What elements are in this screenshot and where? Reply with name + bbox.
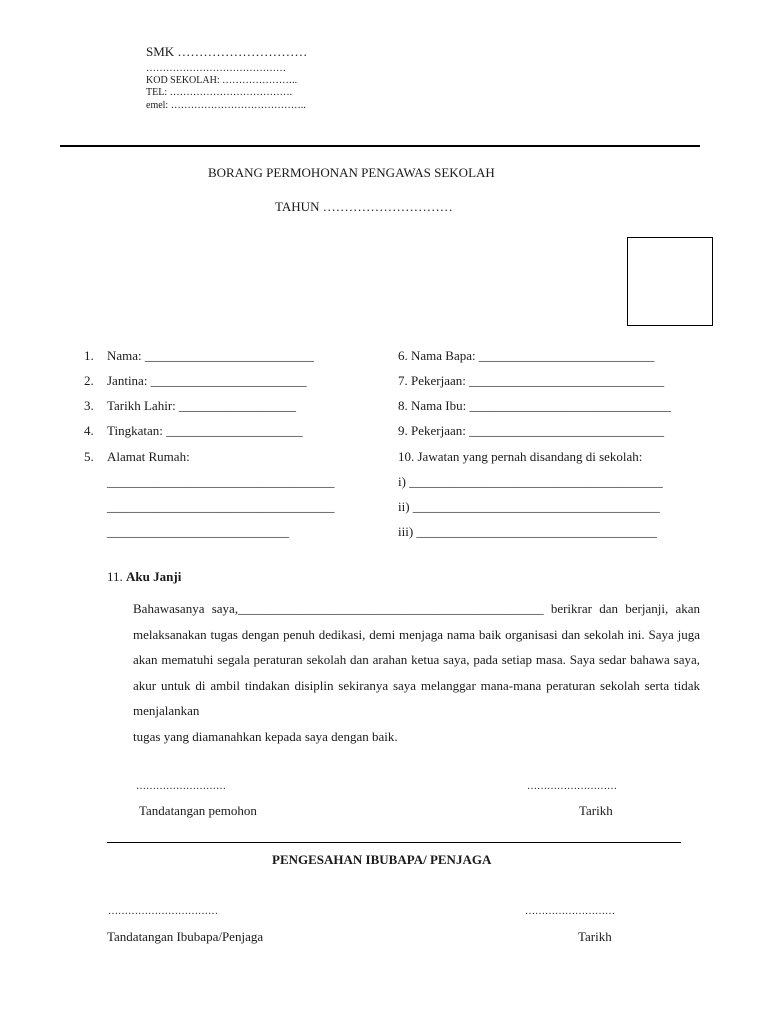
school-code-field: KOD SEKOLAH: ………………….. bbox=[146, 75, 298, 86]
address-line[interactable]: ___________________________________ bbox=[107, 474, 335, 489]
birthdate-field[interactable]: Tarikh Lahir: __________________ bbox=[107, 398, 297, 413]
school-name-field: SMK ………………………… bbox=[146, 44, 308, 59]
position-line[interactable]: iii) _____________________________________ bbox=[398, 524, 657, 539]
pledge-paragraph bbox=[133, 596, 700, 749]
endorsement-title: PENGESAHAN IBUBAPA/ PENJAGA bbox=[272, 852, 492, 867]
parent-date-label: Tarikh bbox=[578, 929, 612, 944]
gender-field[interactable]: Jantina: ________________________ bbox=[107, 373, 307, 388]
pledge-last-line: tugas yang diamanahkan kepada saya dengan baik. bbox=[133, 728, 398, 744]
phone-field: TEL: ………………………………. bbox=[146, 87, 293, 98]
school-address-line: …………………………………… bbox=[146, 63, 286, 74]
parent-signature-line[interactable]: …………………………… bbox=[108, 906, 218, 917]
position-line[interactable]: i) _______________________________________ bbox=[398, 474, 663, 489]
parent-signature-label: Tandatangan Ibubapa/Penjaga bbox=[107, 929, 264, 944]
form-level-field[interactable]: Tingkatan: _____________________ bbox=[107, 423, 303, 438]
header-divider bbox=[60, 145, 700, 147]
home-address-label: Alamat Rumah: bbox=[107, 449, 190, 464]
field-number: 1. bbox=[84, 348, 94, 363]
position-line[interactable]: ii) ______________________________________ bbox=[398, 499, 660, 514]
father-occupation-field[interactable]: 7. Pekerjaan: ______________________________ bbox=[398, 373, 665, 388]
field-number: 5. bbox=[84, 449, 94, 464]
father-name-field[interactable]: 6. Nama Bapa: ___________________________ bbox=[398, 348, 655, 363]
applicant-date-line[interactable]: ……………………… bbox=[527, 781, 617, 792]
year-field: TAHUN ………………………… bbox=[275, 199, 453, 214]
pledge-title: Aku Janji bbox=[126, 569, 182, 584]
name-field[interactable]: Nama: __________________________ bbox=[107, 348, 314, 363]
positions-held-label: 10. Jawatan yang pernah disandang di sekolah: bbox=[398, 449, 643, 464]
pledge-heading bbox=[107, 569, 181, 585]
field-number: 2. bbox=[84, 373, 94, 388]
applicant-signature-line[interactable]: ……………………… bbox=[136, 781, 226, 792]
applicant-signature-label: Tandatangan pemohon bbox=[139, 803, 257, 818]
pledge-number: 11. bbox=[107, 569, 127, 584]
pledge-text: Bahawasanya saya,_______________________________________________ berikrar dan berjanji, akan melaksanakan tugas dengan penuh dedikasi, demi menjaga nama baik organisasi dan sekolah ini. Saya juga akan mematuhi segala peraturan sekolah dan arahan ketua saya, pada setiap masa. Saya sedar bahawa saya, akur untuk di ambil tindakan disiplin sekiranya saya melanggar mana-mana peraturan sekolah serta tidak menjalankan bbox=[133, 601, 700, 718]
applicant-date-label: Tarikh bbox=[579, 803, 613, 818]
field-number: 4. bbox=[84, 423, 94, 438]
form-title: BORANG PERMOHONAN PENGAWAS SEKOLAH bbox=[208, 165, 495, 180]
email-field: emel: ………………………………….. bbox=[146, 100, 306, 111]
address-line[interactable]: ___________________________________ bbox=[107, 499, 335, 514]
mother-name-field[interactable]: 8. Nama Ibu: _______________________________ bbox=[398, 398, 671, 413]
field-number: 3. bbox=[84, 398, 94, 413]
parent-date-line[interactable]: ……………………… bbox=[525, 906, 615, 917]
mother-occupation-field[interactable]: 9. Pekerjaan: ______________________________ bbox=[398, 423, 665, 438]
section-divider bbox=[107, 842, 681, 843]
photo-box bbox=[627, 237, 713, 326]
address-line[interactable]: ____________________________ bbox=[107, 524, 289, 539]
